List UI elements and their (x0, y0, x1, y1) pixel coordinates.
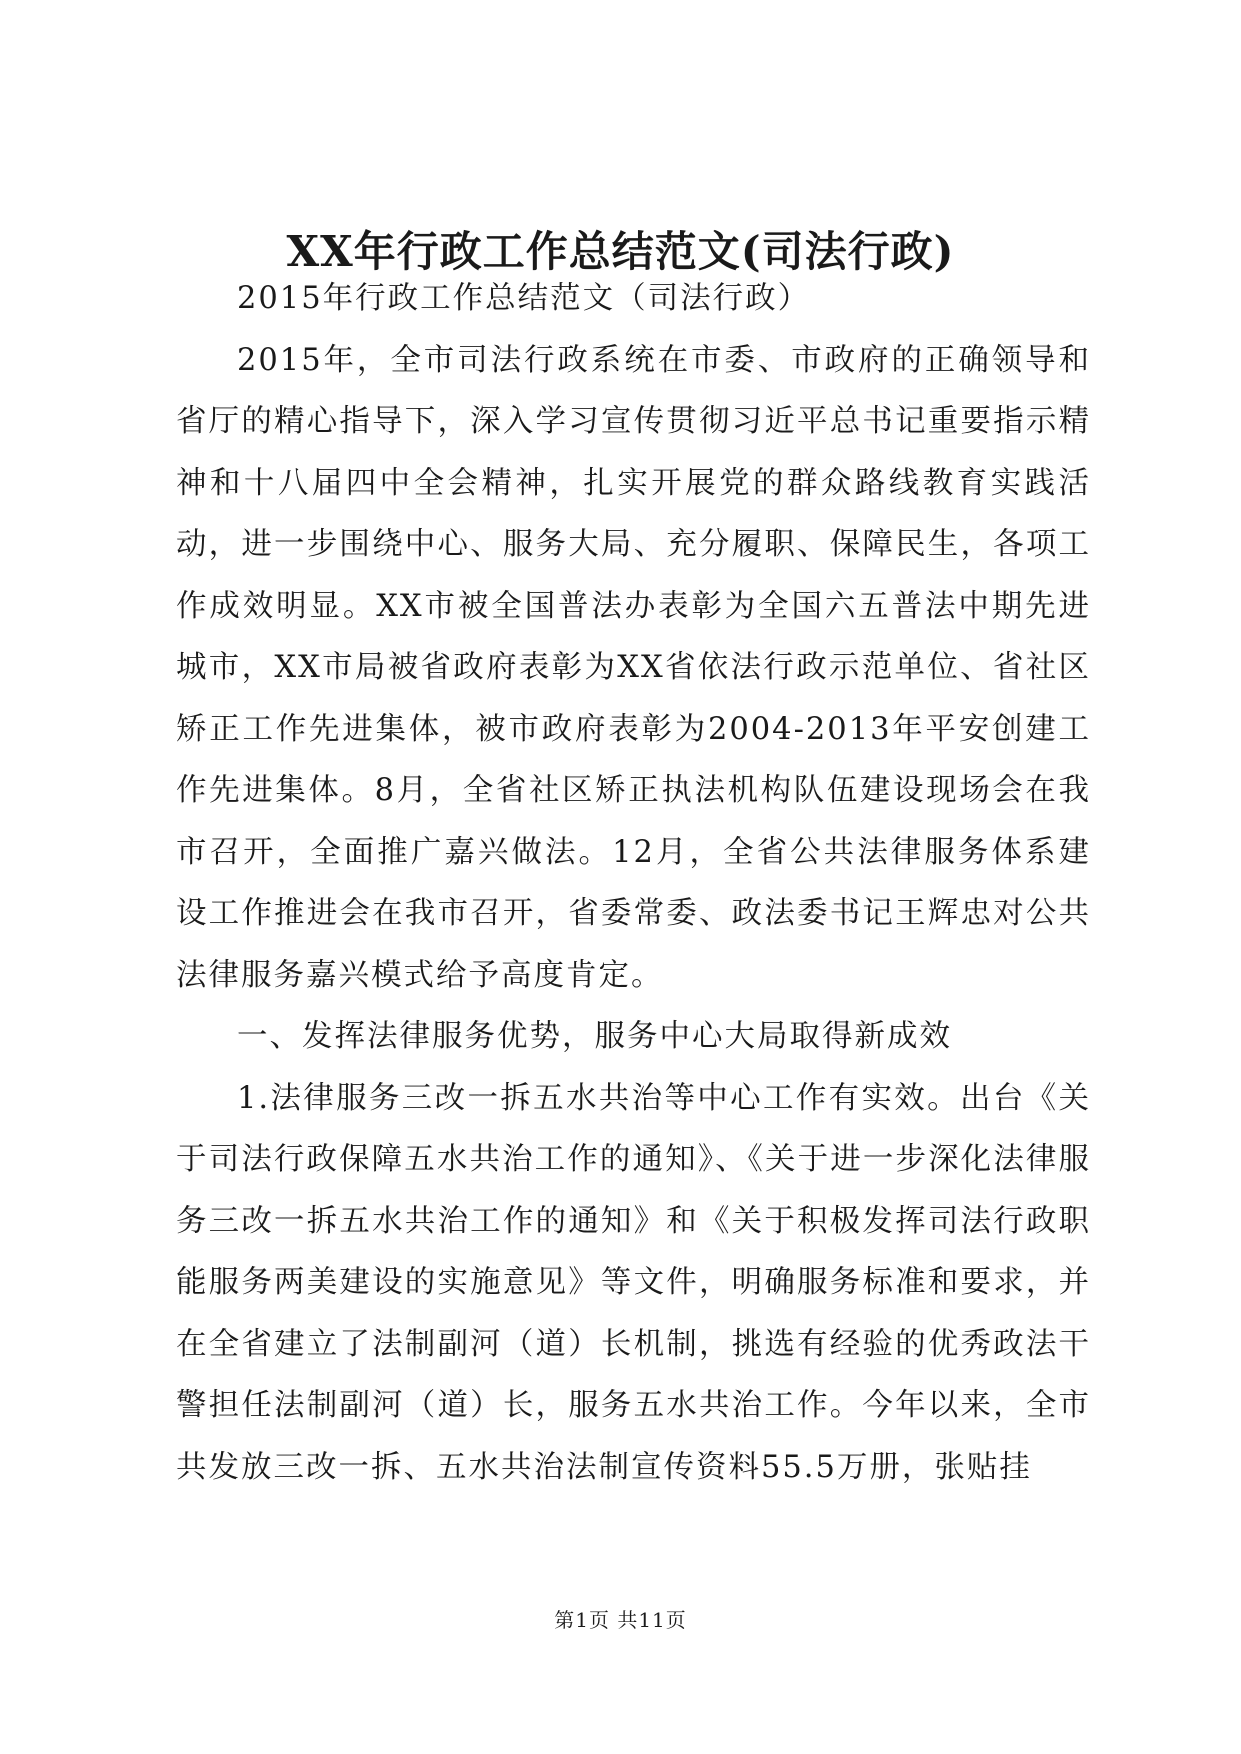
section-heading-1: 一、发挥法律服务优势，服务中心大局取得新成效 (237, 1019, 952, 1054)
page-number-footer: 第1页 共11页 (554, 1608, 687, 1632)
paragraph-summary: 2015年，全市司法行政系统在市委、市政府的正确领导和省厅的精心指导下，深入学习宣传贯彻习近平总书记重要指示精神和十八届四中全会精神，扎实开展党的群众路线教育实践活动，进一步围绕中心、服务大局、充分履职、保障民生，各项工作成效明显。XX市被全国普法办表彰为全国六五普法中期先进城市，XX市局被省政府表彰为XX省依法行政示范单位、省社区矫正工作先进集体，被市政府表彰为2004-2013年平安创建工作先进集体。8月，全省社区矫正执法机构队伍建设现场会在我市召开，全面推广嘉兴做法。12月，全省公共法律服务体系建设工作推进会在我市召开，省委常委、政法委书记王辉忠对公共法律服务嘉兴模式给予高度肯定。 (176, 342, 1091, 993)
paragraph-item-1: 1.法律服务三改一拆五水共治等中心工作有实效。出台《关于司法行政保障五水共治工作的通知》、《关于进一步深化法律服务三改一拆五水共治工作的通知》和《关于积极发挥司法行政职能服务两美建设的实施意见》等文件，明确服务标准和要求，并在全省建立了法制副河（道）长机制，挑选有经验的优秀政法干警担任法制副河（道）长，服务五水共治工作。今年以来，全市共发放三改一拆、五水共治法制宣传资料55.5万册，张贴挂 (176, 1080, 1091, 1485)
paragraph-subtitle: 2015年行政工作总结范文（司法行政） (237, 281, 811, 316)
document-title: XX年行政工作总结范文(司法行政) (286, 227, 955, 276)
document-body (176, 268, 1091, 1498)
